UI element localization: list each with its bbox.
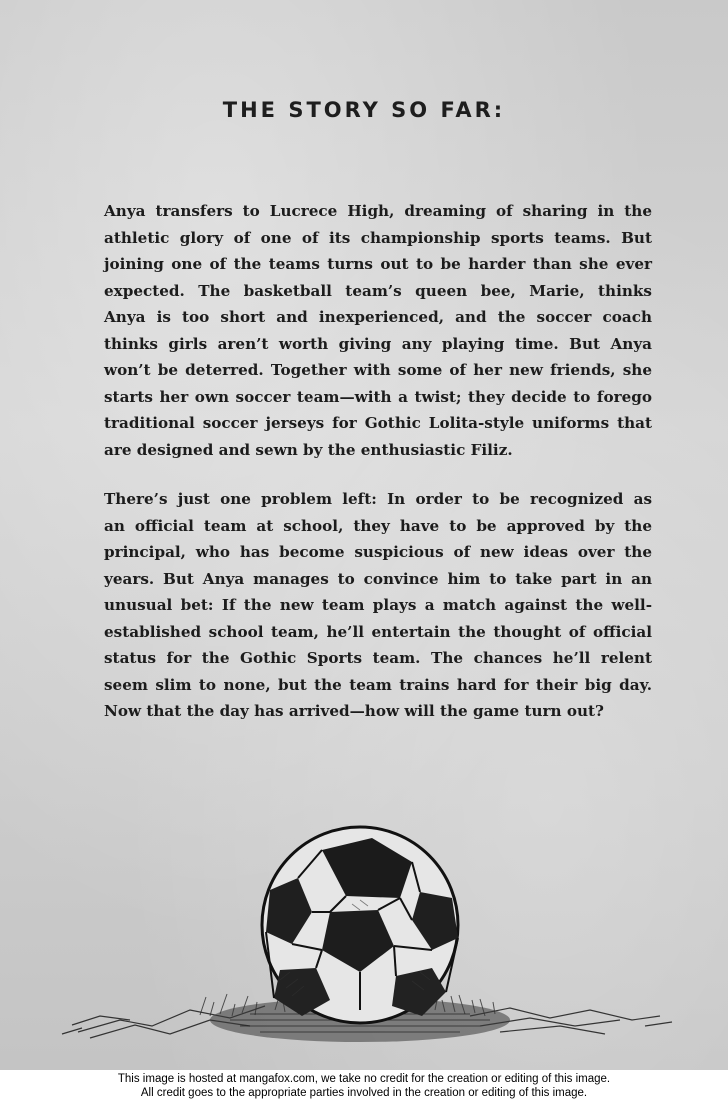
text-line: established school team, he’ll entertain the thought of official [104,622,652,641]
text-line: expected. The basketball team’s queen bee, Marie, thinks [104,281,652,300]
text-line: unusual bet: If the new team plays a match against the well- [104,596,652,614]
disclaimer-line-2: All credit goes to the appropriate parties involved in the creation or editing of this image. [140,1087,588,1099]
story-paragraph-2 [104,486,652,725]
text-line: Now that the day has arrived—how will the game turn out? [104,702,604,720]
text-line: an official team at school, they have to be approved by the [104,516,652,535]
text-line: won’t be deterred. Together with some of her new friends, she [104,361,652,379]
text-line: traditional soccer jerseys for Gothic Lolita-style uniforms that [104,414,652,432]
disclaimer-line-1: This image is hosted at mangafox.com, we take no credit for the creation or editing of this image. [117,1073,611,1085]
text-line: Anya transfers to Lucrece High, dreaming of sharing in the [104,202,652,220]
text-line: There’s just one problem left: In order to be recognized as [104,490,652,508]
text-line: athletic glory of one of its championship sports teams. But [104,228,652,247]
text-line: status for the Gothic Sports team. The chances he’ll relent [104,649,652,667]
text-line: starts her own soccer team—with a twist; they decide to forego [104,387,652,406]
story-paragraph-1 [104,198,652,463]
hosting-disclaimer [0,1072,728,1100]
text-line: Anya is too short and inexperienced, and the soccer coach [104,308,652,326]
soccer-ball-illustration [60,820,680,1070]
text-line: principal, who has become suspicious of new ideas over the [104,543,652,561]
text-line: are designed and sewn by the enthusiastic Filiz. [104,440,513,459]
text-line: joining one of the teams turns out to be harder than she ever [104,255,652,273]
page-heading: THE STORY SO FAR: [222,98,506,122]
text-line: thinks girls aren’t worth giving any playing time. But Anya [104,334,652,353]
text-line: seem slim to none, but the team trains hard for their big day. [104,675,652,694]
text-line: years. But Anya manages to convince him to take part in an [104,569,652,588]
